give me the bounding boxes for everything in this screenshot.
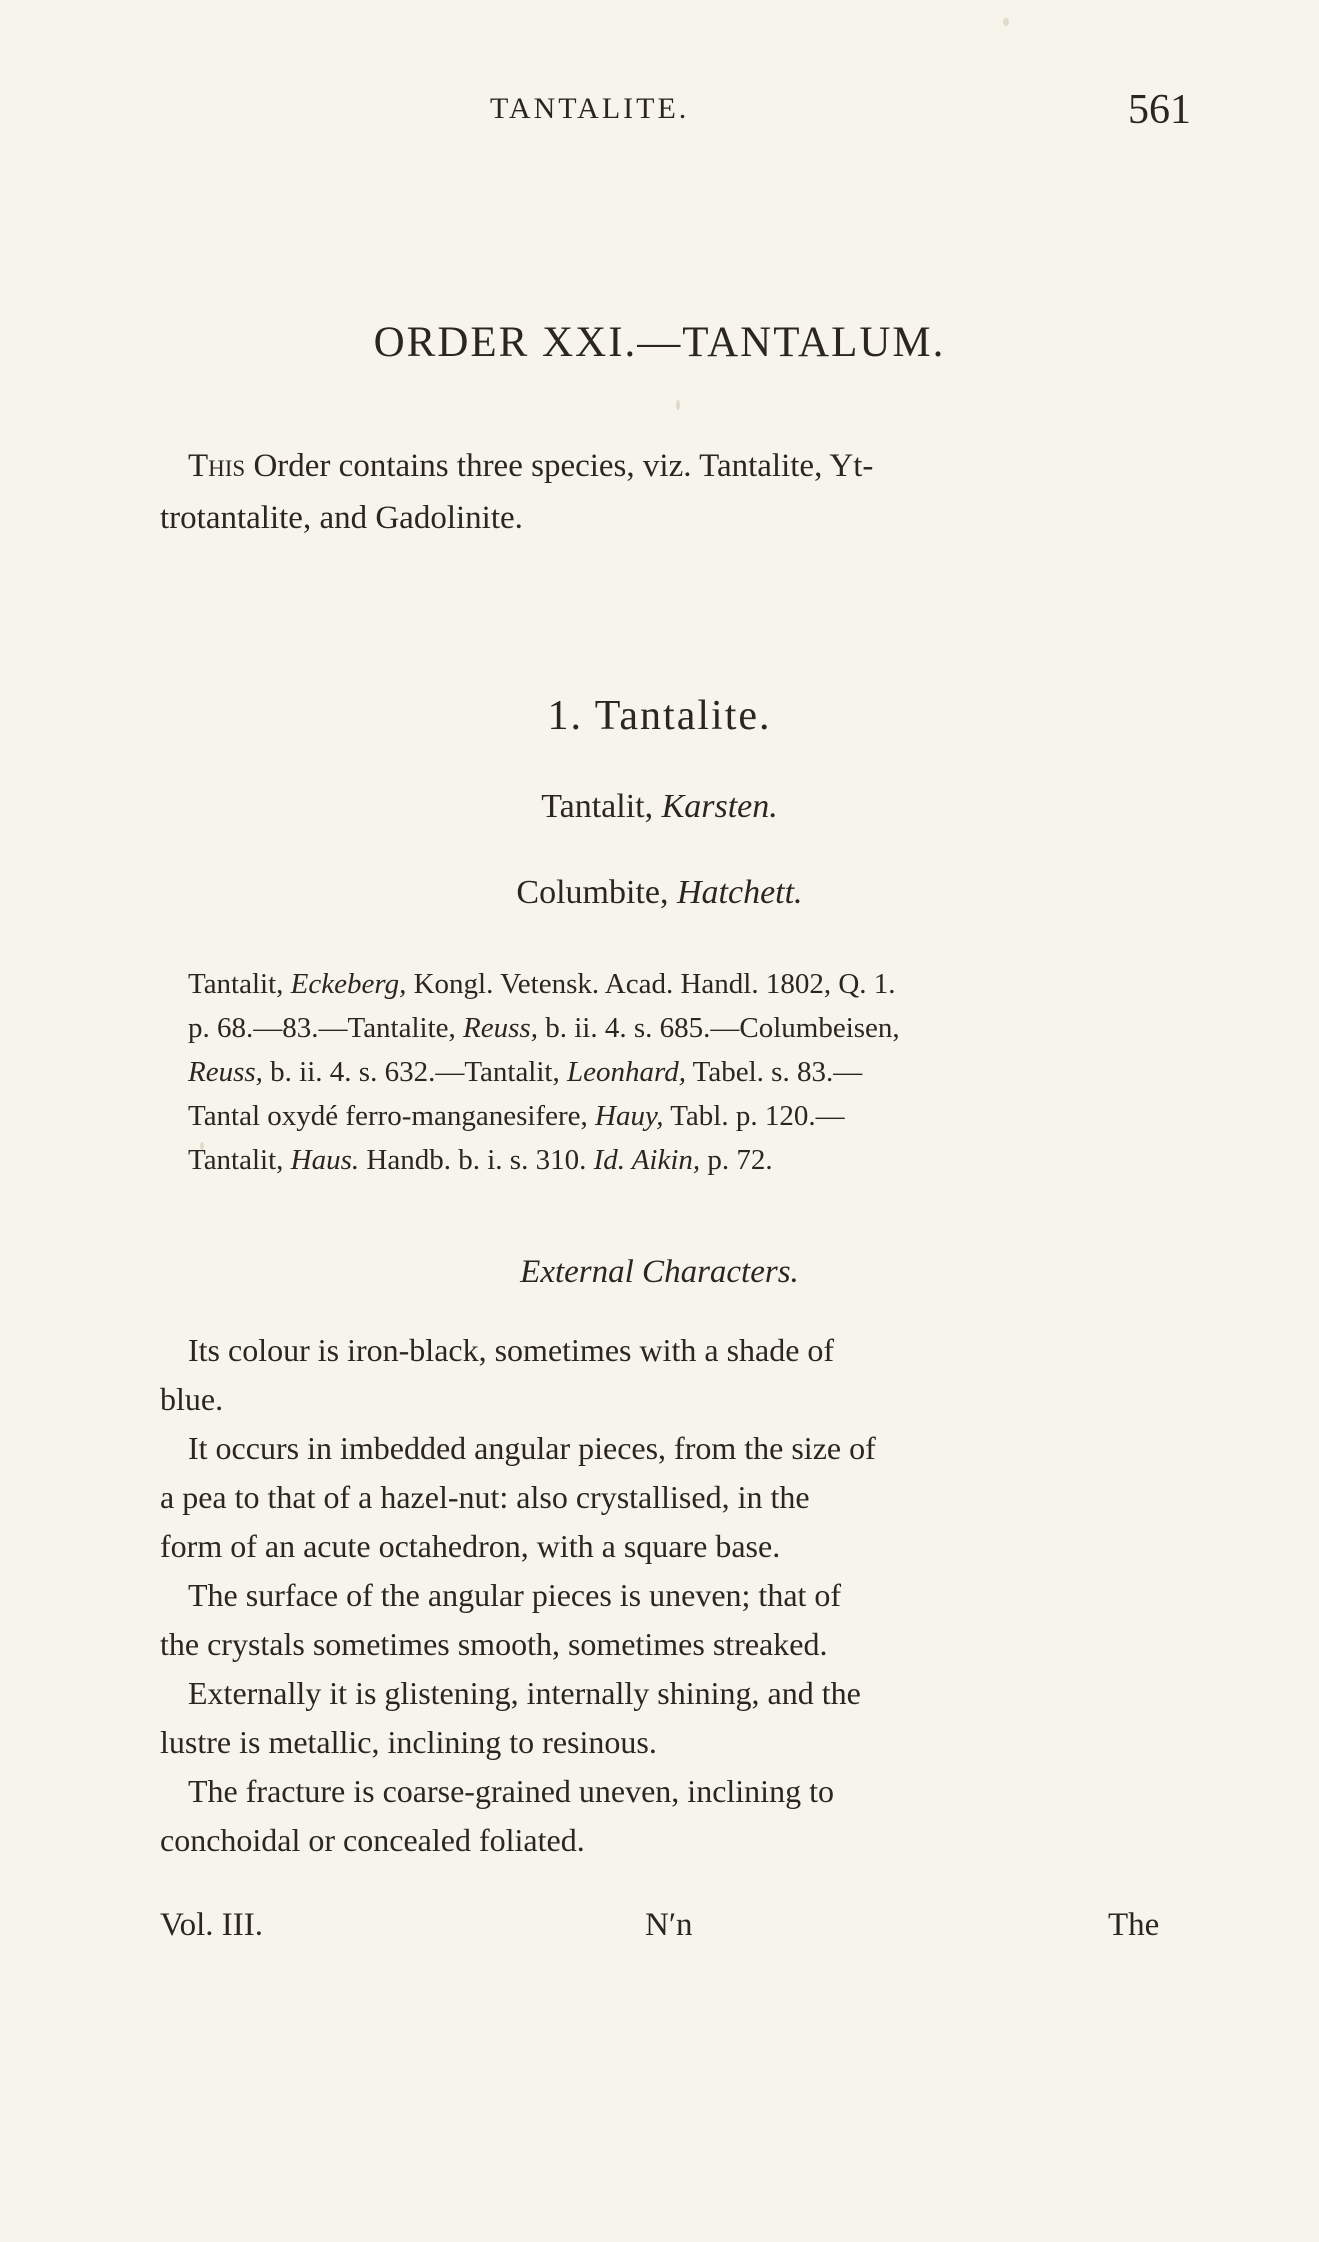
synonym-hatchett — [0, 874, 1319, 912]
body-line: blue. — [160, 1381, 224, 1417]
body-line: Externally it is glistening, internally shining, and the — [188, 1675, 861, 1711]
synonym-karsten — [0, 788, 1319, 826]
ref-author: Leonhard, — [566, 1056, 686, 1088]
intro-line-1: Order contains three species, viz. Tantalite, Yt- — [245, 448, 874, 484]
ref-text: Handb. b. i. s. 310. — [359, 1144, 594, 1176]
catchword: The — [1108, 1907, 1160, 1943]
ref-author: Hauy, — [595, 1100, 664, 1132]
body-line: It occurs in imbedded angular pieces, from the size of — [188, 1430, 876, 1466]
reference-line — [160, 1006, 1190, 1050]
paper-speck — [1003, 18, 1009, 26]
body-line: The fracture is coarse-grained uneven, inclining to — [188, 1773, 834, 1809]
order-title: ORDER XXI.—TANTALUM. — [373, 319, 946, 366]
body-line: conchoidal or concealed foliated. — [160, 1822, 585, 1858]
paper-speck — [676, 400, 680, 410]
body-line: a pea to that of a hazel-nut: also crystallised, in the — [160, 1479, 810, 1515]
synonym-author: Karsten. — [661, 788, 778, 825]
reference-line — [160, 1050, 1190, 1094]
synonym-author: Hatchett. — [676, 874, 803, 911]
intro-paragraph — [160, 440, 1180, 544]
characters-paragraphs — [160, 1326, 1190, 1865]
ref-text: Kongl. Vetensk. Acad. Handl. 1802, Q. 1. — [406, 968, 896, 1000]
ref-text: b. ii. 4. s. 685.—Columbeisen, — [537, 1012, 900, 1044]
paper-speck — [200, 1142, 204, 1150]
running-title: TANTALITE. — [490, 92, 690, 125]
synonym-name: Columbite, — [516, 874, 669, 911]
ref-author: Reuss, — [463, 1012, 538, 1044]
signature-mark: N′n — [645, 1907, 693, 1943]
ref-text: Tantal oxydé ferro-manganesifere, — [188, 1100, 595, 1132]
body-line: form of an acute octahedron, with a square base. — [160, 1528, 781, 1564]
ref-author: Reuss, — [188, 1056, 263, 1088]
body-line: Its colour is iron-black, sometimes with a shade of — [188, 1332, 835, 1368]
reference-line — [160, 1138, 1190, 1182]
ref-author: Haus. — [290, 1144, 360, 1176]
body-line: lustre is metallic, inclining to resinous. — [160, 1724, 657, 1760]
volume-mark: Vol. III. — [160, 1907, 263, 1943]
reference-line — [160, 962, 1190, 1006]
synonym-name: Tantalit, — [541, 788, 654, 825]
body-line: the crystals sometimes smooth, sometimes streaked. — [160, 1626, 828, 1662]
ref-text: p. 68.—83.—Tantalite, — [188, 1012, 464, 1044]
page-number: 561 — [1128, 87, 1191, 133]
ref-author: Eckeberg, — [290, 968, 407, 1000]
ref-text: Tabl. p. 120.— — [663, 1100, 845, 1132]
reference-line — [160, 1094, 1190, 1138]
ref-author: Id. Aikin, — [593, 1144, 701, 1176]
ref-text: p. 72. — [700, 1144, 773, 1176]
ref-text: b. ii. 4. s. 632.—Tantalit, — [262, 1056, 567, 1088]
species-title: 1. Tantalite. — [547, 693, 772, 739]
section-heading: External Characters. — [520, 1254, 799, 1290]
ref-text: Tabel. s. 83.— — [685, 1056, 863, 1088]
references-block — [160, 962, 1190, 1182]
intro-lead-word: This — [188, 448, 246, 484]
body-line: The surface of the angular pieces is uneven; that of — [188, 1577, 842, 1613]
ref-text: Tantalit, — [188, 968, 291, 1000]
ref-text: Tantalit, — [188, 1144, 291, 1176]
intro-line-2: trotantalite, and Gadolinite. — [160, 500, 523, 536]
